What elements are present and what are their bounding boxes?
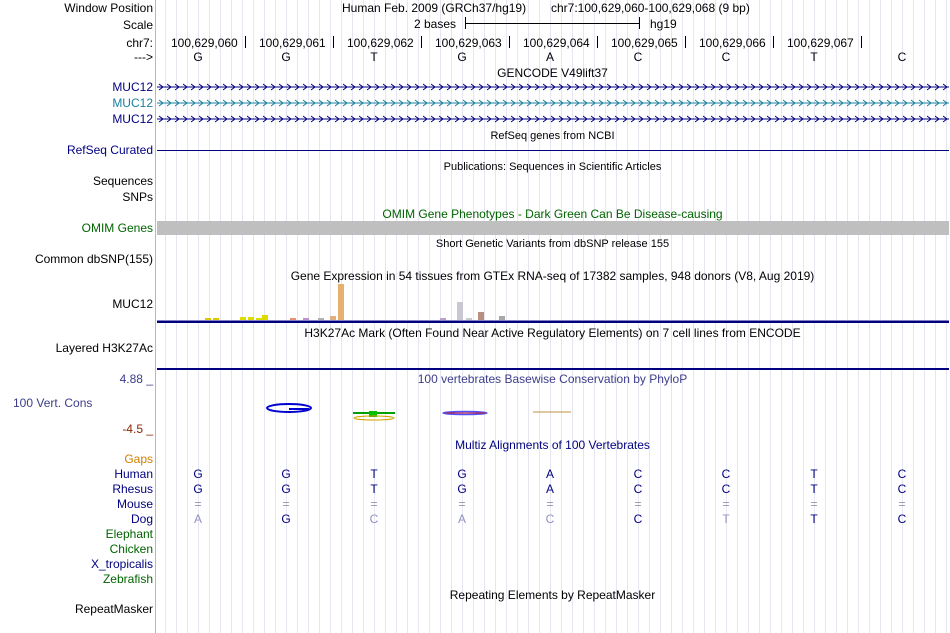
position-tick	[685, 36, 686, 48]
omim-title: OMIM Gene Phenotypes - Dark Green Can Be Disease-causing	[382, 207, 723, 221]
scale-text: 2 bases	[414, 17, 457, 31]
position-number: 100,629,062	[347, 36, 414, 50]
multiz-base: G	[281, 482, 291, 496]
position-tick	[773, 36, 774, 48]
gtex-bar	[338, 284, 344, 320]
reference-base: C	[721, 50, 731, 64]
reference-base: T	[370, 50, 378, 64]
phylop-logo-g-icon	[267, 404, 311, 412]
multiz-base: T	[370, 467, 378, 481]
position-number: 100,629,063	[435, 36, 502, 50]
phylop-label[interactable]: 100 Vert. Cons	[13, 396, 93, 410]
multiz-base: T	[810, 482, 818, 496]
reference-base: G	[281, 50, 291, 64]
position-tick	[509, 36, 510, 48]
multiz-base: A	[545, 482, 554, 496]
track-left-border	[155, 0, 156, 633]
multiz-base: G	[193, 482, 203, 496]
multiz-base: =	[370, 497, 378, 511]
phylop-min: -4.5 _	[122, 422, 153, 436]
multiz-species-label[interactable]: Dog	[130, 512, 153, 526]
h3k27ac-title: H3K27Ac Mark (Often Found Near Active Regulatory Elements) on 7 cell lines from ENCODE	[304, 326, 801, 340]
publications-title: Publications: Sequences in Scientific Articles	[443, 161, 662, 173]
omim-label[interactable]: OMIM Genes	[81, 221, 153, 235]
reference-base: C	[897, 50, 907, 64]
gencode-transcript-3[interactable]	[157, 115, 949, 123]
multiz-base: C	[721, 482, 731, 496]
repeatmasker-label[interactable]: RepeatMasker	[74, 602, 153, 616]
phylop-max: 4.88 _	[119, 372, 153, 386]
gencode-transcript-1[interactable]	[157, 83, 949, 91]
multiz-base: G	[457, 467, 467, 481]
refseq-title: RefSeq genes from NCBI	[490, 130, 615, 142]
refseq-transcript[interactable]	[157, 150, 949, 151]
position-number: 100,629,064	[523, 36, 590, 50]
repeatmasker-title: Repeating Elements by RepeatMasker	[449, 588, 656, 602]
reference-base: G	[193, 50, 203, 64]
position-tick	[597, 36, 598, 48]
position-number: 100,629,061	[259, 36, 326, 50]
multiz-base: A	[457, 512, 466, 526]
multiz-species-label[interactable]: Elephant	[105, 527, 153, 541]
multiz-base: T	[370, 482, 378, 496]
phylop-logo-t-icon	[353, 411, 395, 420]
dbsnp-label[interactable]: Common dbSNP(155)	[34, 252, 153, 266]
multiz-base: =	[634, 497, 642, 511]
multiz-species-label[interactable]: Chicken	[109, 542, 153, 556]
position-number: 100,629,065	[611, 36, 678, 50]
multiz-base: A	[545, 467, 554, 481]
window-range: chr7:100,629,060-100,629,068 (9 bp)	[551, 1, 750, 15]
multiz-base: C	[897, 482, 907, 496]
gtex-gene-line	[157, 321, 949, 323]
multiz-gaps-label[interactable]: Gaps	[124, 452, 153, 466]
gencode-title: GENCODE V49lift37	[497, 66, 608, 80]
multiz-base: C	[633, 467, 643, 481]
multiz-species-label[interactable]: Zebrafish	[102, 572, 153, 586]
position-number: 100,629,066	[699, 36, 766, 50]
multiz-base: T	[810, 512, 818, 526]
phylop-logo-plot[interactable]	[157, 398, 949, 428]
multiz-base: =	[194, 497, 202, 511]
position-number: 100,629,060	[171, 36, 238, 50]
multiz-base: C	[721, 467, 731, 481]
multiz-base: =	[458, 497, 466, 511]
multiz-base: A	[193, 512, 202, 526]
multiz-species-label[interactable]: Human	[114, 467, 153, 481]
scale-label: Scale	[122, 18, 153, 32]
multiz-title: Multiz Alignments of 100 Vertebrates	[455, 438, 650, 452]
position-tick	[333, 36, 334, 48]
publications-label-sequences[interactable]: Sequences	[92, 174, 153, 188]
gtex-label[interactable]: MUC12	[112, 297, 153, 311]
position-tick	[421, 36, 422, 48]
publications-label-snps[interactable]: SNPs	[122, 190, 153, 204]
gencode-gene-2[interactable]: MUC12	[112, 96, 153, 110]
chrom-label: chr7:	[126, 36, 153, 50]
multiz-base: T	[810, 467, 818, 481]
omim-feature-bar[interactable]	[157, 221, 949, 235]
position-tick	[245, 36, 246, 48]
assembly-title: Human Feb. 2009 (GRCh37/hg19)	[342, 1, 527, 15]
gencode-transcript-2[interactable]	[157, 99, 949, 107]
scale-db: hg19	[650, 17, 677, 31]
multiz-base: =	[810, 497, 818, 511]
multiz-base: C	[897, 467, 907, 481]
dbsnp-title: Short Genetic Variants from dbSNP release 155	[435, 238, 670, 250]
multiz-base: G	[281, 467, 291, 481]
multiz-base: =	[898, 497, 906, 511]
multiz-base: C	[369, 512, 379, 526]
multiz-base: =	[282, 497, 290, 511]
phylop-title: 100 vertebrates Basewise Conservation by PhyloP	[417, 372, 688, 386]
gencode-gene-1[interactable]: MUC12	[112, 80, 153, 94]
multiz-base: C	[633, 482, 643, 496]
position-number: 100,629,067	[787, 36, 854, 50]
multiz-base: G	[281, 512, 291, 526]
strand-label: --->	[134, 50, 153, 64]
phylop-logo-a-icon	[443, 412, 487, 415]
multiz-base: C	[633, 512, 643, 526]
reference-base: G	[457, 50, 467, 64]
gtex-bar	[478, 312, 484, 320]
multiz-base: T	[722, 512, 730, 526]
window-position-label: Window Position	[64, 1, 153, 15]
reference-base: C	[633, 50, 643, 64]
multiz-species-label[interactable]: X_tropicalis	[90, 557, 153, 571]
multiz-base: G	[193, 467, 203, 481]
h3k27ac-baseline	[157, 368, 949, 370]
multiz-species-label[interactable]: Mouse	[116, 497, 153, 511]
multiz-base: =	[546, 497, 554, 511]
gtex-title: Gene Expression in 54 tissues from GTEx RNA-seq of 17382 samples, 948 donors (V8, Aug 2019)	[290, 269, 815, 283]
multiz-base: C	[897, 512, 907, 526]
multiz-base: G	[457, 482, 467, 496]
reference-base: A	[545, 50, 554, 64]
multiz-base: =	[722, 497, 730, 511]
reference-base: T	[810, 50, 818, 64]
refseq-label[interactable]: RefSeq Curated	[66, 143, 153, 157]
gencode-gene-3[interactable]: MUC12	[112, 112, 153, 126]
position-tick	[861, 36, 862, 48]
gtex-bar	[457, 302, 463, 320]
multiz-species-label[interactable]: Rhesus	[112, 482, 153, 496]
multiz-base: C	[545, 512, 555, 526]
h3k27ac-label[interactable]: Layered H3K27Ac	[55, 341, 153, 355]
scale-bar	[465, 17, 640, 29]
